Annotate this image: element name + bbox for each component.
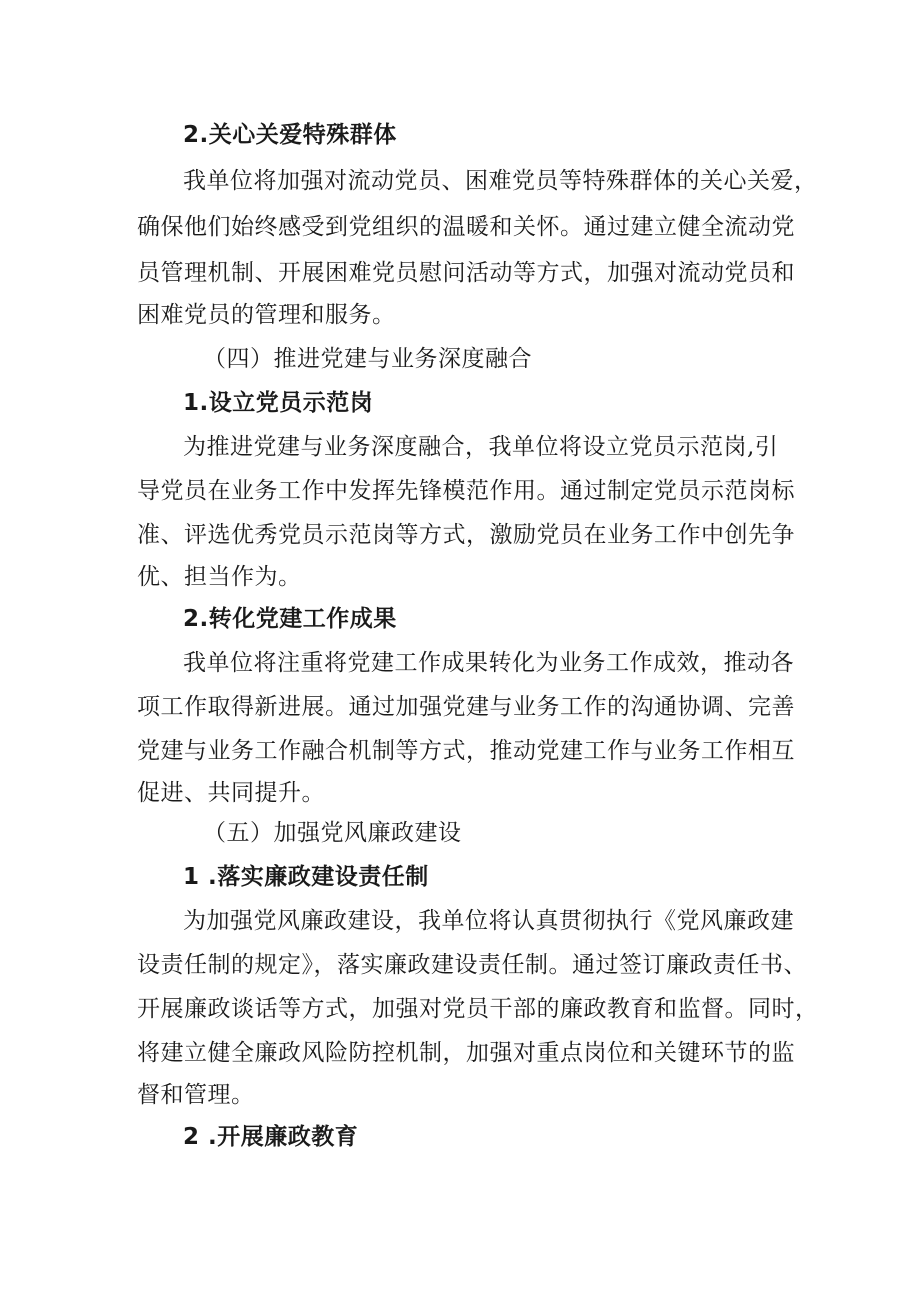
paragraph-line: 促进、共同提升。 xyxy=(137,780,325,806)
paragraph-line: 准、评选优秀党员示范岗等方式，激励党员在业务工作中创先争 xyxy=(137,522,795,548)
paragraph-line: 确保他们始终感受到党组织的温暖和关怀。通过建立健全流动党 xyxy=(137,214,795,240)
paragraph-line: 将建立健全廉政风险防控机制，加强对重点岗位和关键环节的监 xyxy=(137,1040,795,1066)
paragraph-line: 项工作取得新进展。通过加强党建与业务工作的沟通协调、完善 xyxy=(137,694,795,720)
paragraph-line: 党建与业务工作融合机制等方式，推动党建工作与业务工作相互 xyxy=(137,738,795,764)
paragraph-line: 设责任制的规定》，落实廉政建设责任制。通过签订廉政责任书、 xyxy=(137,952,807,978)
paragraph-line: 我单位将加强对流动党员、困难党员等特殊群体的关心关爱， xyxy=(183,168,818,194)
paragraph-line: 我单位将注重将党建工作成果转化为业务工作成效，推动各 xyxy=(183,650,794,676)
heading-transform-results: 2.转化党建工作成果 xyxy=(183,606,397,632)
heading-care-special-groups: 2.关心关爱特殊群体 xyxy=(183,122,397,148)
paragraph-line: 开展廉政谈话等方式，加强对党员干部的廉政教育和监督。同时， xyxy=(137,996,819,1022)
paragraph-line: 督和管理。 xyxy=(137,1082,255,1108)
paragraph-line: 导党员在业务工作中发挥先锋模范作用。通过制定党员示范岗标 xyxy=(137,478,795,504)
paragraph-line: 为加强党风廉政建设，我单位将认真贯彻执行《党风廉政建 xyxy=(183,908,794,934)
heading-integrity-responsibility: 1 .落实廉政建设责任制 xyxy=(183,864,429,890)
paragraph-line: 困难党员的管理和服务。 xyxy=(137,302,396,328)
section-heading-five: （五）加强党风廉政建设 xyxy=(203,820,462,846)
paragraph-line: 为推进党建与业务深度融合，我单位将设立党员示范岗,引 xyxy=(183,434,779,460)
paragraph-line: 员管理机制、开展困难党员慰问活动等方式，加强对流动党员和 xyxy=(137,260,795,286)
paragraph-line: 优、担当作为。 xyxy=(137,564,302,590)
heading-party-demo-post: 1.设立党员示范岗 xyxy=(183,390,374,416)
heading-integrity-education: 2 .开展廉政教育 xyxy=(183,1124,359,1150)
section-heading-four: （四）推进党建与业务深度融合 xyxy=(203,346,532,372)
